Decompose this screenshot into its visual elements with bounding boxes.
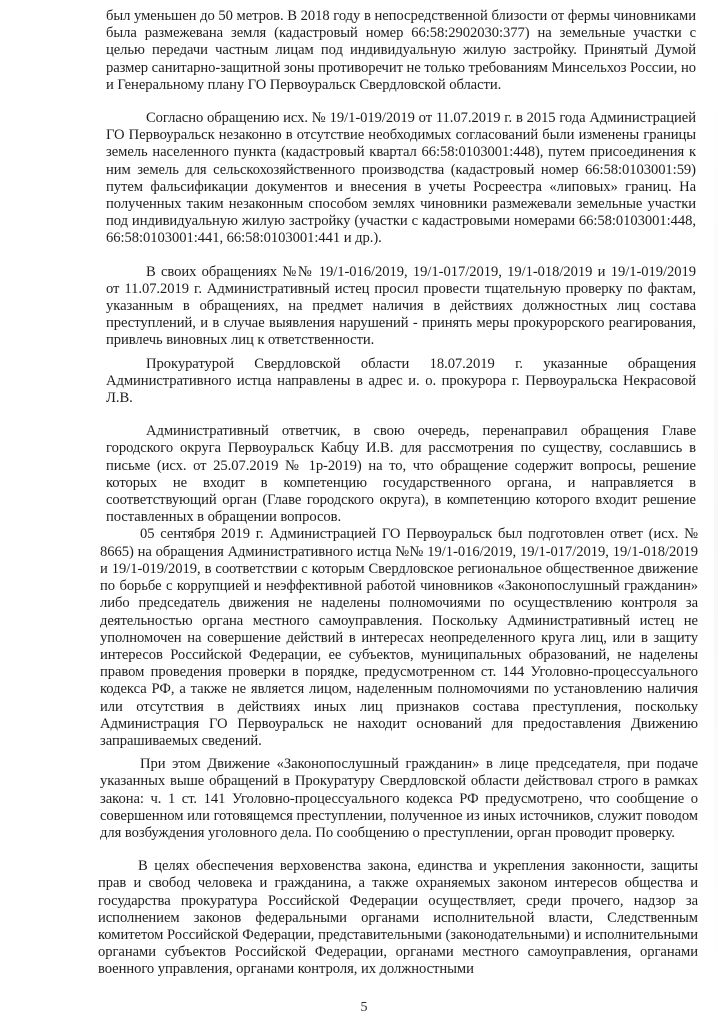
document-page	[98, 8, 698, 979]
paragraph-prosecutor-redirect: Прокуратурой Свердловской области 18.07.2019 г. указанные обращения Административного истца направлены в адрес и. о. прокурора г. Первоуральска Некрасовой Л.В.	[106, 355, 696, 407]
paragraph-appeals-request: В своих обращениях №№ 19/1-016/2019, 19/1-017/2019, 19/1-018/2019 и 19/1-019/2019 от 11.07.2019 г. Административный истец просил провести тщательную проверку по фактам, указанным в обращениях, на предмет наличия в действиях должностных лиц состава преступлений, и в случае выявления нарушений - принять меры прокурорского реагирования, привлечь виновных лиц к ответственности.	[106, 263, 696, 349]
paragraph-movement-acted-lawfully: При этом Движение «Законопослушный гражданин» в лице председателя, при подаче указанных выше обращений в Прокуратуру Свердловской области действовал строго в рамках закона: ч. 1 ст. 141 Уголовно-процессуального кодекса РФ предусмотрено, что сообщение о совершенном или готовящемся преступлении, полученное из иных источников, служит поводом для возбуждения уголовного дела. По сообщению о преступлении, орган проводит проверку.	[100, 756, 698, 841]
paragraph-appeal-019: Согласно обращению исх. № 19/1-019/2019 от 11.07.2019 г. в 2015 года Администрацией ГО Первоуральск незаконно в отсутствие необходимых согласований были изменены границы земель населенного пункта (кадастровый квартал 66:58:0103001:448), путем присоединения к ним земель для сельскохозяйственного производства (кадастровый номер 66:58:0103001:59) путем фальсификации документов и внесения в учеты Росреестра «липовых» границ. На полученных таким незаконным способом землях чиновники размежевали земельные участки под индивидуальную жилую застройку (участки с кадастровыми номерами 66:58:0103001:448, 66:58:0103001:441, 66:58:0103001:441 и др.).	[106, 110, 696, 247]
paragraph-administration-answer: 05 сентября 2019 г. Администрацией ГО Первоуральск был подготовлен ответ (исх. № 8665) на обращения Административного истца №№ 19/1-016/2019, 19/1-017/2019, 19/1-018/2019 и 19/1-019/2019, в соответствии с которым Свердловское региональное общественное движение по борьбе с коррупцией и неэффективной работой чиновников «Законопослушный гражданин» либо председатель движения не наделены полномочиями по осуществлению контроля за деятельностью органа местного самоуправления. Поскольку Административный истец не уполномочен на совершение действий в интересах неопределенного круга лиц, или в защиту интересов Российской Федерации, ее субъектов, муниципальных образований, не наделены правом проведения проверки в порядке, предусмотренном ст. 144 Уголовно-процессуального кодекса РФ, а также не является лицом, наделенным полномочиями по установлению наличия или отсутствия в действиях иных лиц признаков состава преступления, поскольку Администрация ГО Первоуральск не находит оснований для предоставления Движению запрашиваемых сведений.	[100, 526, 698, 749]
page-number: 5	[360, 1000, 368, 1015]
paragraph-respondent-redirect: Административный ответчик, в свою очередь, перенаправил обращения Главе городского округа Первоуральск Кабцу И.В. для рассмотрения по существу, сославшись в письме (исх. от 25.07.2019 № 1р-2019) на то, что обращение содержит вопросы, решение которых не входит в компетенцию государственного органа, и направляется в соответствующий орган (Главе городского округа), в компетенцию которого входит решение поставленных в обращении вопросов.	[106, 423, 696, 526]
scan-edge-shadow	[714, 80, 718, 980]
paragraph-prosecution-supervision: В целях обеспечения верховенства закона, единства и укрепления законности, защиты прав и свобод человека и гражданина, а также охраняемых законом интересов общества и государства прокуратура Российской Федерации осуществляет, среди прочего, надзор за исполнением законов федеральными органами исполнительной власти, Следственным комитетом Российской Федерации, представительными (законодательными) и исполнительными органами субъектов Российской Федерации, органами местного самоуправления, органами военного управления, органами контроля, их должностными	[98, 858, 698, 978]
paragraph-sanitary-zone: был уменьшен до 50 метров. В 2018 году в непосредственной близости от фермы чиновниками была размежевана земля (кадастровый номер 66:58:2902030:377) на земельные участки с целью передачи частным лицам под индивидуальную жилую застройку. Принятый Думой размер санитарно-защитной зоны противоречит не только требованиям Минсельхоз России, но и Генеральному плану ГО Первоуральск Свердловской области.	[106, 8, 696, 93]
